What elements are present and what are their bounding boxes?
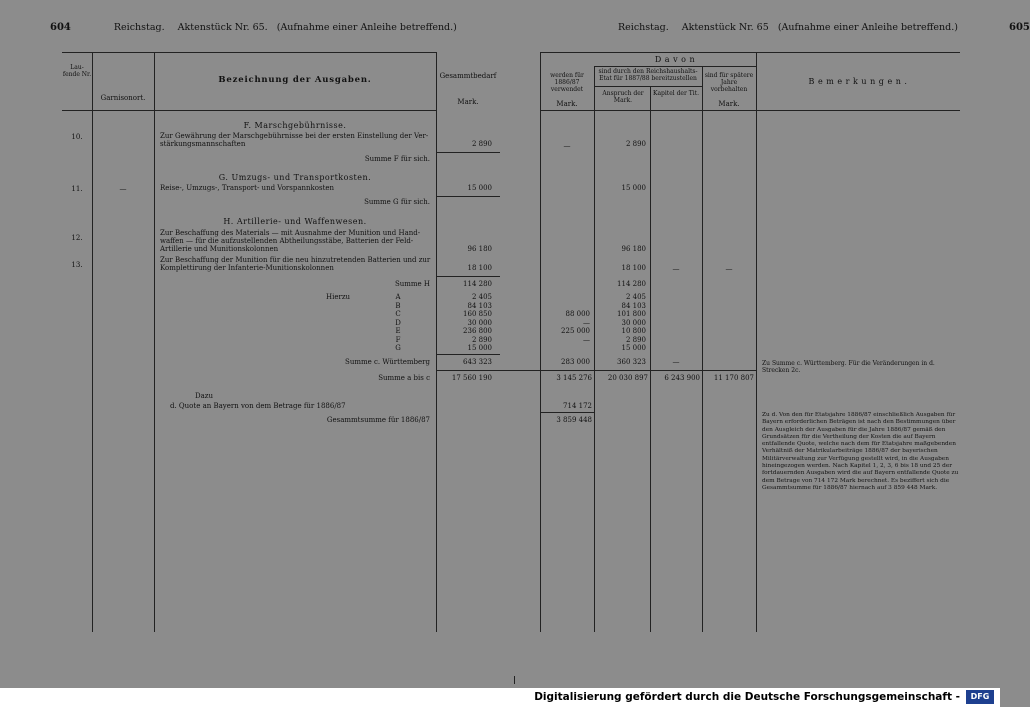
summe-wuerttemberg-tit: — (672, 358, 680, 366)
hierzu-letter: E (395, 327, 401, 335)
right-col-divider-3 (702, 66, 703, 632)
row-10-text-1: Zur Gewährung der Marschgebührnisse bei der ersten Einstellung der Ver- (160, 132, 429, 140)
rule-gesammt (540, 412, 594, 413)
left-header-title: Reichstag. (113, 22, 165, 33)
right-davon-rule (594, 66, 756, 67)
rule-summe-wuerttemberg (436, 354, 500, 355)
summe-a-c-later: 11 170 807 (713, 374, 754, 382)
right-table-header-rule (540, 110, 960, 111)
hierzu-amount: 30 000 (467, 319, 492, 327)
rule-summe-h (436, 276, 500, 277)
right-header-akten: Aktenstück Nr. 65 (681, 22, 769, 33)
left-col-divider-1 (92, 52, 93, 632)
rule-summe-g (436, 196, 500, 197)
section-g: G. Umzugs- und Transportkosten. (218, 173, 372, 182)
header-1886: werden für 1886/87 verwendet (550, 72, 584, 93)
row-10-1887: 2 890 (625, 140, 646, 148)
hierzu-1887: 84 103 (621, 302, 646, 310)
row-13-later-dash: — (725, 265, 733, 273)
hierzu-letter: G (395, 344, 401, 352)
hierzu-amount: 2 890 (471, 336, 492, 344)
hierzu-amount: 15 000 (467, 344, 492, 352)
hierzu-1886: — (583, 319, 590, 327)
dazu-1886: 714 172 (563, 402, 592, 410)
right-table-top-rule (540, 52, 960, 53)
summe-wuerttemberg-1886: 283 000 (561, 358, 590, 366)
row-11-garnison: — (119, 185, 127, 193)
header-nr: Lau-fende Nr. (62, 64, 92, 78)
hierzu-letter: D (395, 319, 401, 327)
gesammt-label: Gesammtsumme für 1886/87 (326, 416, 430, 424)
header-1887-kapitel: Kapitel der Tit. (652, 90, 699, 97)
summe-a-c-tit: 6 243 900 (664, 374, 700, 382)
hierzu-letter: B (395, 302, 401, 310)
summe-h-label: Summe H (394, 280, 430, 288)
header-bedarf: Gesammtbedarf (439, 72, 497, 80)
rule-summe-f (436, 152, 500, 153)
row-11-amount: 15 000 (467, 184, 492, 192)
left-page-number: 604 (50, 22, 71, 33)
header-bedarf-mark: Mark. (457, 98, 479, 106)
summe-wuerttemberg-amount: 643 323 (463, 358, 492, 366)
row-13-nr: 13. (71, 261, 83, 269)
summe-a-c-1886: 3 145 276 (556, 374, 592, 382)
left-header-subject: (Aufnahme einer Anleihe betreffend.) (276, 22, 457, 33)
summe-a-c-label: Summe a bis c (378, 374, 430, 382)
row-13-1887: 18 100 (621, 264, 646, 272)
dfg-logo: DFG (966, 690, 994, 704)
left-col-divider-2 (154, 52, 155, 632)
hierzu-1886: 225 000 (561, 327, 590, 335)
left-page (0, 0, 500, 688)
left-header (50, 22, 457, 33)
row-11-text: Reise-, Umzugs-, Transport- und Vorspannkosten (160, 184, 335, 192)
row-11-nr: 11. (71, 185, 83, 193)
section-h: H. Artillerie- und Waffenwesen. (223, 217, 367, 226)
hierzu-letter: F (395, 336, 401, 344)
header-1887: sind durch den Reichshaushalts-Etat für 1887/88 bereitzustellen (598, 68, 698, 82)
footer-bar (0, 688, 1000, 707)
hierzu-amount: 236 800 (463, 327, 492, 335)
row-13-amount: 18 100 (467, 264, 492, 272)
header-1887-anspruch: Anspruch der Mark. (602, 90, 644, 104)
row-12-amount: 96 180 (467, 245, 492, 253)
header-spaeter-mark: Mark. (718, 100, 740, 108)
footer-funding-text: Digitalisierung gefördert durch die Deutsche Forschungsgemeinschaft - (534, 691, 960, 703)
rule-summe-a-c (436, 370, 756, 371)
summe-wuerttemberg-label: Summe c. Württemberg (345, 358, 430, 366)
row-12-nr: 12. (71, 234, 83, 242)
hierzu-letter: C (395, 310, 401, 318)
summe-h-1887: 114 280 (617, 280, 646, 288)
hierzu-1887: 101 800 (617, 310, 646, 318)
header-davon: D a v o n (654, 55, 696, 64)
section-f: F. Marschgebührnisse. (243, 121, 347, 130)
hierzu-1886: 88 000 (565, 310, 590, 318)
header-garnison: Garnisonort. (100, 94, 146, 102)
dazu-text: d. Quote an Bayern von dem Betrage für 1886/87 (170, 402, 346, 410)
hierzu-amount: 160 850 (463, 310, 492, 318)
row-12-1887: 96 180 (621, 245, 646, 253)
hierzu-label: Hierzu (326, 293, 351, 301)
hierzu-letter: A (395, 293, 401, 301)
row-11-1887: 15 000 (621, 184, 646, 192)
hierzu-amount: 84 103 (467, 302, 492, 310)
row-10-nr: 10. (71, 133, 83, 141)
dazu-label: Dazu (195, 392, 213, 400)
row-13-tit-dash: — (672, 265, 680, 273)
hierzu-amount: 2 405 (471, 293, 492, 301)
right-col-divider-4 (756, 52, 757, 632)
right-subhead-rule (594, 86, 702, 87)
hierzu-1887: 2 405 (625, 293, 646, 301)
summe-g: Summe G für sich. (364, 198, 430, 206)
left-header-akten: Aktenstück Nr. 65. (177, 22, 268, 33)
hierzu-1887: 15 000 (621, 344, 646, 352)
right-header-subject: (Aufnahme einer Anleihe betreffend.) (777, 22, 958, 33)
right-header-title: Reichstag. (618, 22, 669, 33)
summe-a-c-1887: 20 030 897 (607, 374, 648, 382)
row-12-text-1: Zur Beschaffung des Materials — mit Ausnahme der Munition und Hand- (160, 229, 421, 237)
row-13-text-2: Komplettirung der Infanterie-Munitionskolonnen (160, 264, 334, 272)
hierzu-1887: 2 890 (625, 336, 646, 344)
row-10-text-2: stärkungsmannschaften (160, 140, 246, 148)
header-bezeichnung: Bezeichnung der Ausgaben. (218, 75, 372, 85)
left-table-header-rule (62, 110, 436, 111)
hierzu-1887: 10 800 (621, 327, 646, 335)
row-10-1886: — (563, 142, 571, 150)
right-header (618, 22, 1030, 33)
hierzu-1887: 30 000 (621, 319, 646, 327)
gesammt-1886: 3 859 448 (556, 416, 592, 424)
right-page-number: 605 (1008, 22, 1030, 33)
row-12-text-3: Artillerie und Munitionskolonnen (160, 245, 279, 253)
row-13-text-1: Zur Beschaffung der Munition für die neu hinzutretenden Batterien und zur (160, 256, 431, 264)
header-bemerkungen: B e m e r k u n g e n . (808, 77, 908, 86)
left-table-top-rule (62, 52, 436, 53)
gutter-mark (514, 676, 515, 684)
summe-f: Summe F für sich. (364, 155, 430, 163)
bemerkung-bayern: Zu d. Von den für Etatsjahre 1886/87 einschließlich Ausgaben für Bayern erforderlichen Beträgen ist nach den Bestimmungen über den Ausgleich der Ausgaben für die Jahre 1886/87 gemäß den Grundsätzen für die Vertheilung der Kosten die auf Bayern entfallende Quote, welche nach dem für Etatsjahre maßgebenden Verhältniß der Matrikularbeiträge 1886/87 der bayerischen Militärverwaltung zur Verfügung gestellt wird, in die Ausgaben hineingezogen werden. Nach Kapitel 1, 2, 3, 6 bis 18 und 25 der fortdauernden Ausgaben wird die auf Bayern entfallende Quote zu dem Betrage von 714 172 Mark berechnet. Es beziffert sich die Gesammtsumme für 1886/87 hiernach auf 3 859 448 Mark. (762, 412, 959, 491)
summe-h-amount: 114 280 (463, 280, 492, 288)
summe-a-c-amount: 17 560 190 (451, 374, 492, 382)
row-12-text-2: waffen — für die aufzustellenden Abtheilungsstäbe, Batterien der Feld- (160, 237, 414, 245)
header-spaeter: sind für spätere Jahre vorbehalten (704, 72, 754, 93)
header-1886-mark: Mark. (556, 100, 578, 108)
row-10-amount: 2 890 (471, 140, 492, 148)
bemerkung-wuerttemberg: Zu Summe c. Württemberg. Für die Veränderungen in d. Strecken 2c. (762, 360, 935, 374)
hierzu-1886: — (583, 336, 590, 344)
summe-wuerttemberg-1887: 360 323 (617, 358, 646, 366)
